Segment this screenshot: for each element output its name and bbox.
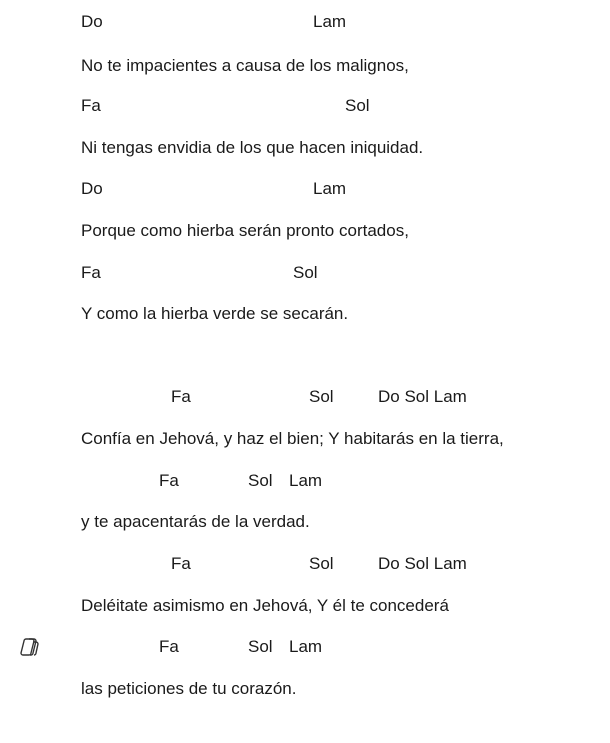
chord: Sol: [345, 96, 370, 115]
lyric-line: Ni tengas envidia de los que hacen iniquidad.: [81, 138, 424, 157]
chord: Sol: [248, 637, 273, 656]
chord: Fa: [171, 554, 191, 573]
chord: Do Sol Lam: [378, 387, 467, 406]
chord: Fa: [159, 471, 179, 490]
chord: Lam: [289, 471, 323, 490]
lyric-line: las peticiones de tu corazón.: [81, 679, 297, 698]
chord: Fa: [81, 96, 101, 115]
chord: Sol: [293, 263, 318, 282]
chord: Lam: [313, 12, 347, 31]
chord: Fa: [171, 387, 191, 406]
chord: Do Sol Lam: [378, 554, 467, 573]
chord: Do: [81, 12, 103, 31]
chord: Do: [81, 179, 103, 198]
chord: Sol: [248, 471, 273, 490]
chord: Sol: [309, 387, 334, 406]
lyric-line: Confía en Jehová, y haz el bien; Y habitarás en la tierra,: [81, 429, 504, 448]
chord: Sol: [309, 554, 334, 573]
lyric-line: Deléitate asimismo en Jehová, Y él te concederá: [81, 596, 449, 615]
lyric-line: Y como la hierba verde se secarán.: [81, 304, 349, 323]
chord: Lam: [313, 179, 347, 198]
chord: Fa: [81, 263, 101, 282]
chord: Lam: [289, 637, 323, 656]
lyric-line: Porque como hierba serán pronto cortados,: [81, 221, 409, 240]
chord: Fa: [159, 637, 179, 656]
lyric-line: y te apacentarás de la verdad.: [81, 512, 310, 531]
copilot-icon[interactable]: [19, 636, 41, 658]
lyric-line: No te impacientes a causa de los malignos,: [81, 56, 409, 75]
